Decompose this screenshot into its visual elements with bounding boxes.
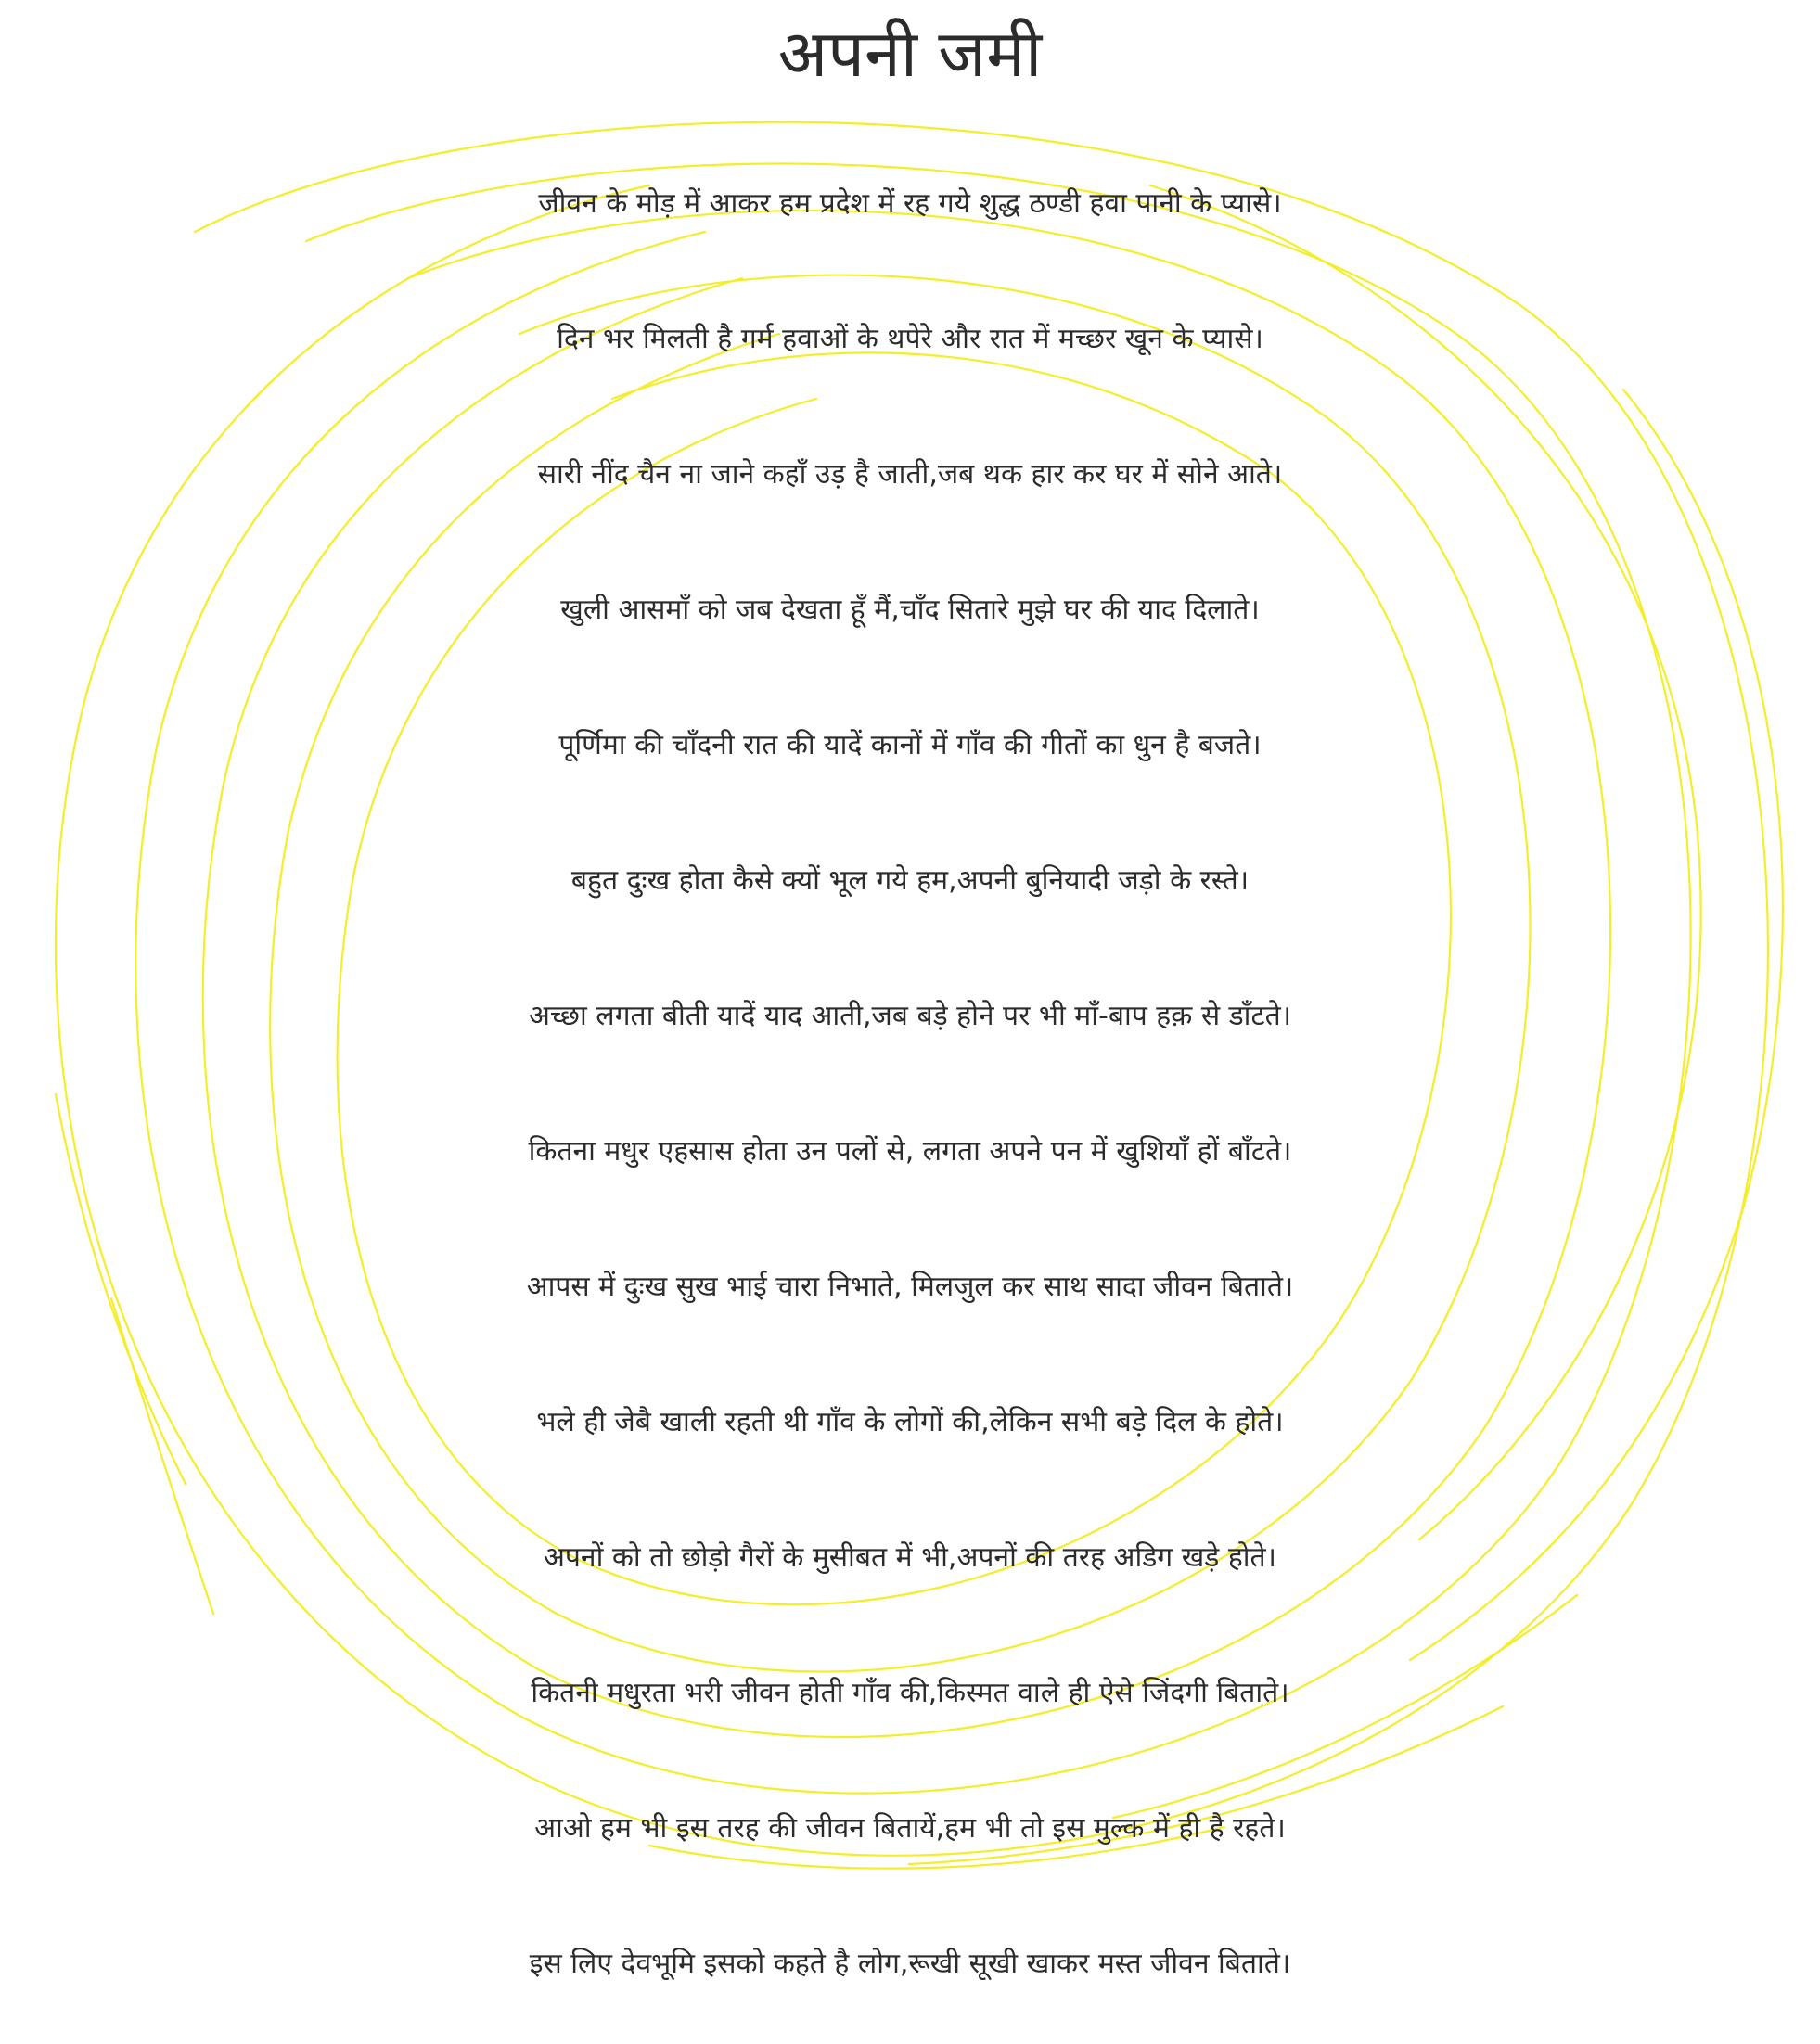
poem-title: अपनी जमी — [777, 16, 1043, 92]
poem-line: अच्छा लगता बीती यादें याद आती,जब बड़े होने पर भी माँ-बाप हक़ से डाँटते। — [528, 1000, 1292, 1032]
poem-line: बहुत दुःख होता कैसे क्यों भूल गये हम,अपनी बुनियादी जड़ो के रस्ते। — [570, 864, 1250, 897]
poem-line: कितना मधुर एहसास होता उन पलों से, लगता अपने पन में खुशियाँ हों बाँटते। — [528, 1135, 1292, 1168]
poem-line: सारी नींद चैन ना जाने कहाँ उड़ है जाती,जब थक हार कर घर में सोने आते। — [537, 458, 1283, 491]
poem-line: आओ हम भी इस तरह की जीवन बितायें,हम भी तो इस मुल्क में ही है रहते। — [534, 1812, 1286, 1845]
poem-lines — [0, 148, 1820, 2044]
poem-line: आपस में दुःख सुख भाई चारा निभाते, मिलजुल कर साथ सादा जीवन बिताते। — [526, 1271, 1294, 1303]
poem-line: खुली आसमाँ को जब देखता हूँ मैं,चाँद सितारे मुझे घर की याद दिलाते। — [560, 594, 1260, 626]
poem-line: भले ही जेबै खाली रहती थी गाँव के लोगों की,लेकिन सभी बड़े दिल के होते। — [536, 1406, 1284, 1438]
poem-line: दिन भर मिलती है गर्म हवाओं के थपेरे और रात में मच्छर खून के प्यासे। — [557, 323, 1263, 355]
poem-line: अपनों को तो छोड़ो गैरों के मुसीबत में भी,अपनों की तरह अडिग खड़े होते। — [543, 1541, 1277, 1574]
poem-line: जीवन के मोड़ में आकर हम प्रदेश में रह गये शुद्ध ठण्डी हवा पानी के प्यासे। — [538, 187, 1282, 220]
poem-line: पूर्णिमा की चाँदनी रात की यादें कानों में गाँव की गीतों का धुन है बजते। — [558, 729, 1262, 761]
poem-line: कितनी मधुरता भरी जीवन होती गाँव की,किस्मत वाले ही ऐसे जिंदगी बिताते। — [531, 1677, 1289, 1709]
poem-line: इस लिए देवभूमि इसको कहते है लोग,रूखी सूखी खाकर मस्त जीवन बिताते। — [529, 1948, 1291, 1980]
